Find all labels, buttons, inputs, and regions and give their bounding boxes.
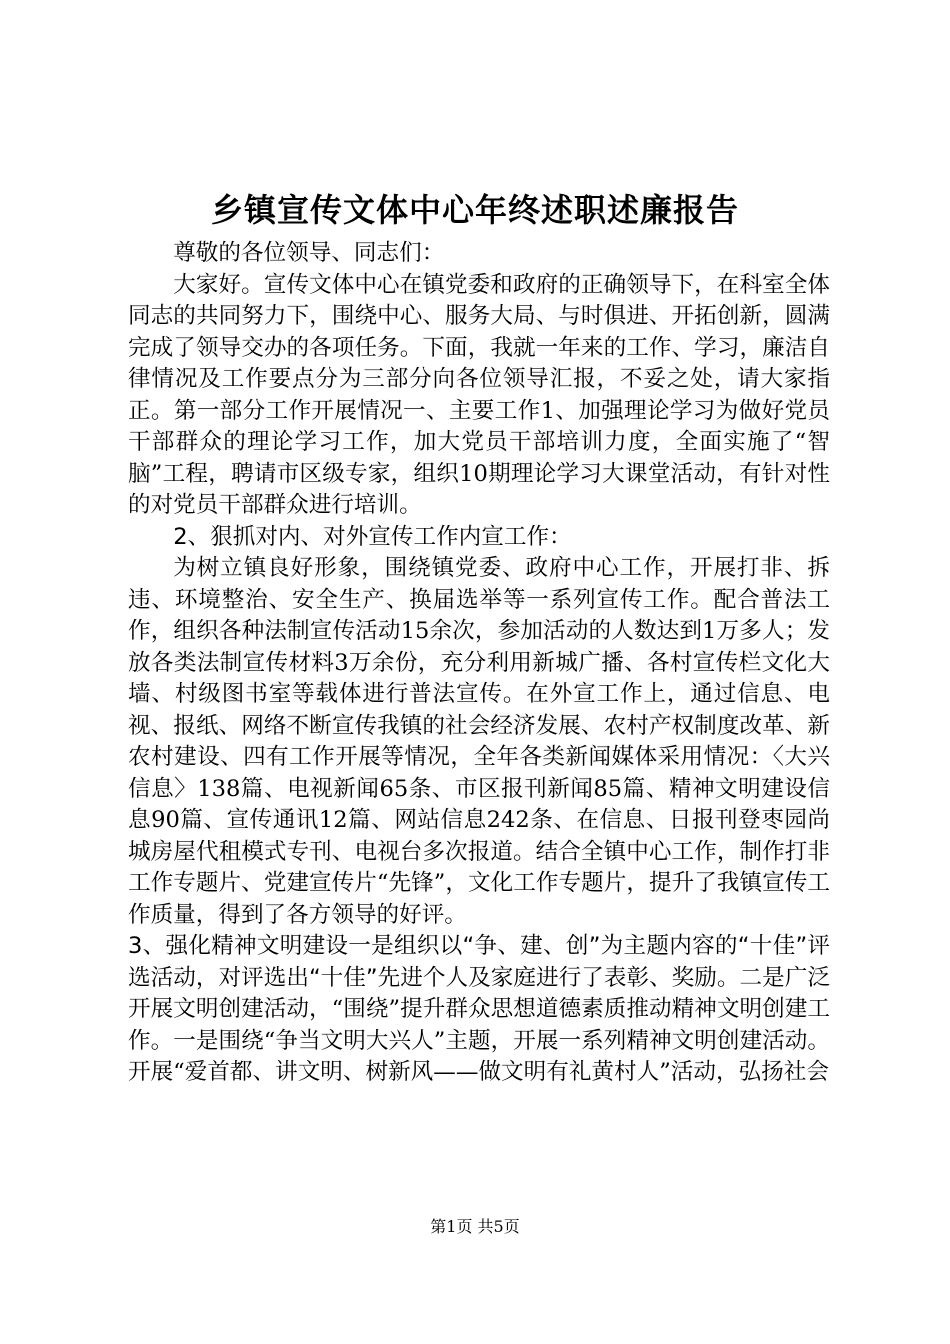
document-body xyxy=(128,238,830,1089)
document-title: 乡镇宣传文体中心年终述职述廉报告 xyxy=(210,191,739,229)
paragraph-intro: 大家好。宣传文体中心在镇党委和政府的正确领导下，在科室全体同志的共同努力下，围绕中心、服务大局、与时俱进、开拓创新，圆满完成了领导交办的各项任务。下面，我就一年来的工作、学习，廉洁自律情况及工作要点分为三部分向各位领导汇报，不妥之处，请大家指正。第一部分工作开展情况一、主要工作1、加强理论学习为做好党员干部群众的理论学习工作，加大党员干部培训力度，全面实施了“智脑”工程，聘请市区级专家，组织10期理论学习大课堂活动，有针对性的对党员干部群众进行培训。 xyxy=(128,271,830,518)
page-number: 第1页 共5页 xyxy=(430,1217,520,1236)
paragraph-civilization-bold: 3、强化精神文明建设一是组织以“争、建、创”为主题内容的“十佳”评选活动，对评选出“十佳”先进个人及家庭进行了表彰、奖励。 xyxy=(128,933,830,991)
paragraph-civilization-rest: 二是广泛开展文明创建活动，“围绕”提升群众思想道德素质推动精神文明创建工作。一是围绕“争当文明大兴人”主题，开展一系列精神文明创建活动。开展“爱首都、讲文明、树新风——做文明有礼黄村人”活动，弘扬社会 xyxy=(128,964,830,1085)
salutation: 尊敬的各位领导、同志们： xyxy=(173,240,445,266)
section-heading-publicity: 2、狠抓对内、对外宣传工作内宣工作： xyxy=(173,523,572,550)
paragraph-publicity: 为树立镇良好形象，围绕镇党委、政府中心工作，开展打非、拆违、环境整治、安全生产、换届选举等一系列宣传工作。配合普法工作，组织各种法制宣传活动15余次，参加活动的人数达到1万多人；发放各类法制宣传材料3万余份，充分利用新城广播、各村宣传栏文化大墙、村级图书室等载体进行普法宣传。在外宣工作上，通过信息、电视、报纸、网络不断宣传我镇的社会经济发展、农村产权制度改革、新农村建设、四有工作开展等情况，全年各类新闻媒体采用情况：〈大兴信息〉138篇、电视新闻65条、市区报刊新闻85篇、精神文明建设信息90篇、宣传通讯12篇、网站信息242条、在信息、日报刊登枣园尚城房屋代租模式专刊、电视台多次报道。结合全镇中心工作，制作打非工作专题片、党建宣传片“先锋”，文化工作专题片，提升了我镇宣传工作质量，得到了各方领导的好评。 xyxy=(128,555,830,928)
